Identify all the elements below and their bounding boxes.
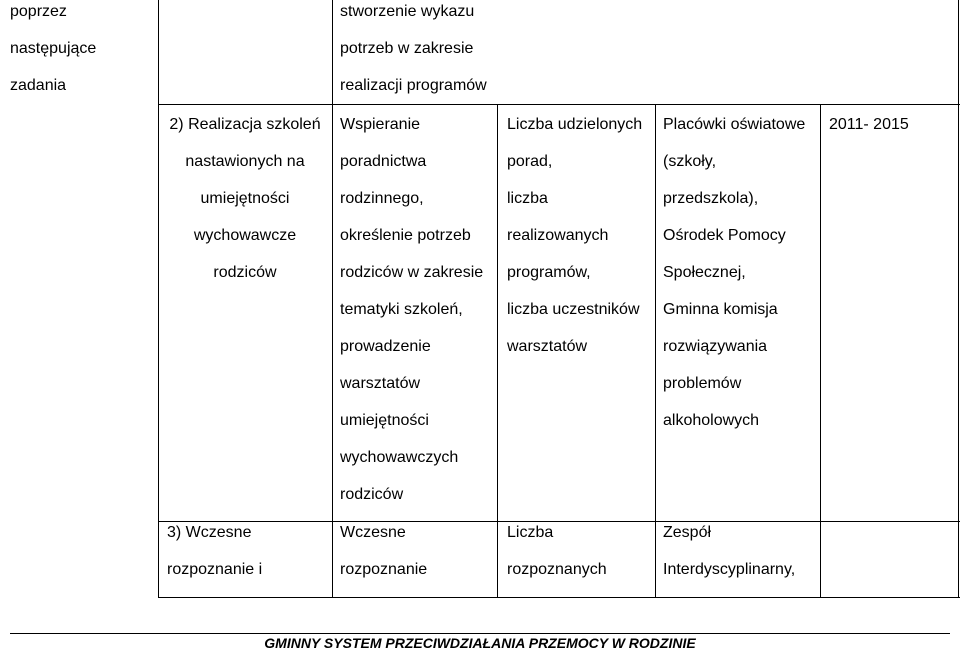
text-line: realizacji programów [340,77,487,94]
text-line: poradnictwa [340,153,427,170]
col-divider-1 [158,0,159,598]
text-line: wychowawcze [193,227,297,244]
text-line: rozpoznanie i [167,561,263,578]
text-line: warsztatów [340,375,421,392]
row3-indicators-cell [507,514,607,588]
text-line: 2) Realizacja szkoleń [169,116,321,133]
text-line: warsztatów [507,338,588,355]
row3-task-cell [167,514,262,588]
text-line: Wczesne [340,524,406,541]
text-line: porad, [507,153,553,170]
row2-task-cell [158,106,332,291]
row3-partners-cell [663,514,795,588]
text-line: Liczba udzielonych [507,116,643,133]
text-line: stworzenie wykazu [340,3,475,20]
text-line: Interdyscyplinarny, [663,561,796,578]
text-line: przedszkola), [663,190,759,207]
text-line: rozwiązywania [663,338,768,355]
col-divider-6 [958,0,959,598]
text-line: rodzinnego, [340,190,424,207]
col-divider-4 [655,104,656,598]
row2-activity-cell [340,106,483,513]
text-line: potrzeb w zakresie [340,40,474,57]
text-line: umiejętności [340,412,429,429]
col-divider-3 [497,104,498,598]
text-line: (szkoły, [663,153,717,170]
row2-indicators-cell [507,106,642,365]
text-line: umiejętności [200,190,290,207]
text-line: Wspieranie [340,116,421,133]
text-line: następujące [10,40,97,57]
text-line: problemów [663,375,742,392]
text-line: rozpoznanych [507,561,607,578]
text-line: alkoholowych [663,412,760,429]
text-line: realizowanych [507,227,609,244]
text-line: Liczba [507,524,554,541]
text-line: Ośrodek Pomocy [663,227,786,244]
text-line: prowadzenie [340,338,431,355]
table-bottom-border [158,597,960,598]
text-line: tematyki szkoleń, [340,301,463,318]
col-divider-2 [332,0,333,598]
text-line: rodziców [340,486,404,503]
table-top-border [158,104,960,105]
text-line: rodziców w zakresie [340,264,484,281]
text-line: liczba uczestników [507,301,640,318]
text-line: programów, [507,264,591,281]
text-line: rodziców [213,264,277,281]
text-line: Gminna komisja [663,301,778,318]
text-line: zadania [10,77,67,94]
col-divider-5 [820,104,821,598]
text-line: 2011- 2015 [829,116,909,133]
text-line: wychowawczych [340,449,459,466]
text-line: 3) Wczesne [167,524,252,541]
text-line: Placówki oświatowe [663,116,806,133]
document-footer-title: GMINNY SYSTEM PRZECIWDZIAŁANIA PRZEMOCY W RODZINIE [264,635,696,651]
top-row-task-cell [10,0,96,104]
text-line: nastawionych na [185,153,305,170]
text-line: rozpoznanie [340,561,428,578]
row2-period-cell [829,106,909,143]
text-line: Społecznej, [663,264,746,281]
text-line: Zespół [663,524,712,541]
text-line: poprzez [10,3,67,20]
row2-partners-cell [663,106,805,439]
text-line: określenie potrzeb [340,227,471,244]
top-row-activity-cell [340,0,487,104]
text-line: liczba [507,190,548,207]
row3-activity-cell [340,514,427,588]
